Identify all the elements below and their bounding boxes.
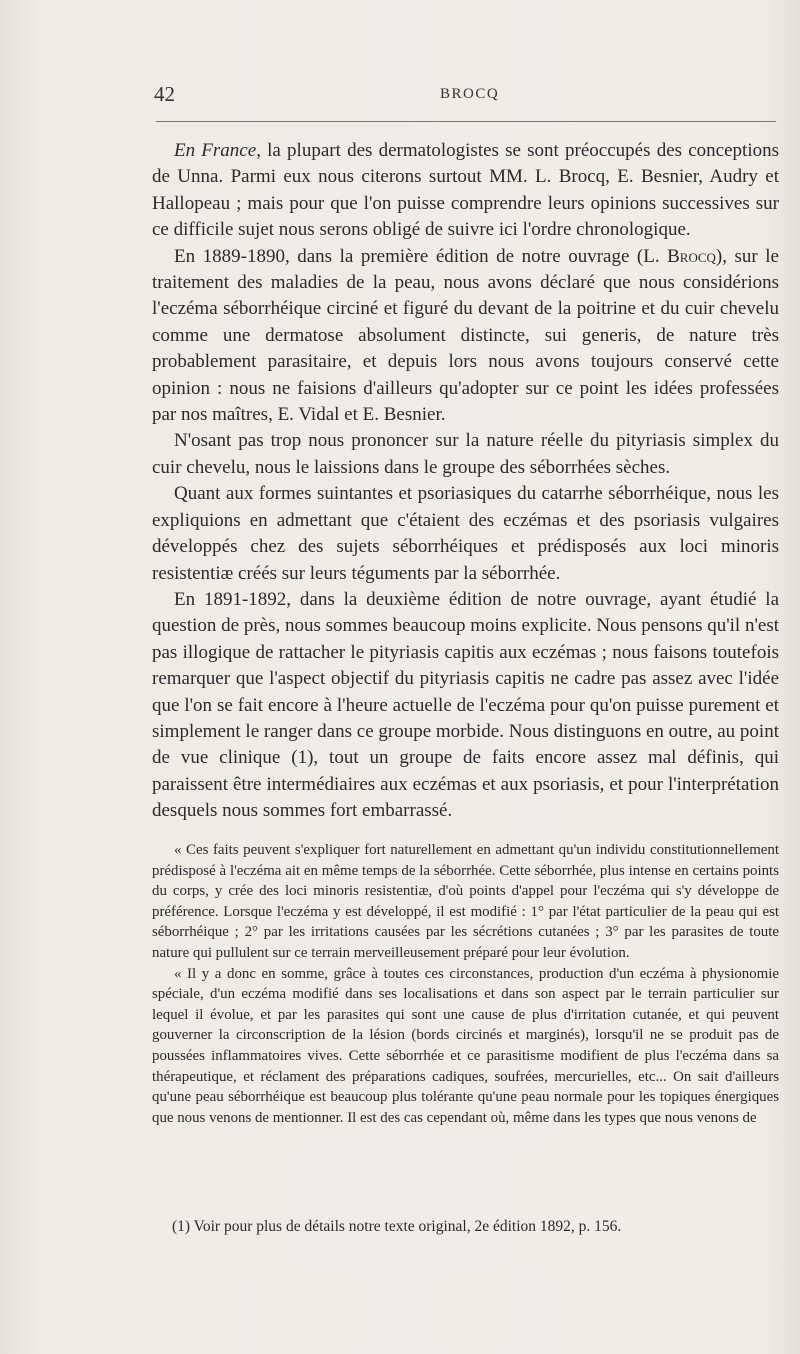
- paragraph-3: N'osant pas trop nous prononcer sur la nature réelle du pityriasis simplex du cuir chevelu, nous le laissions dans le groupe des séborrhées sèches.: [152, 430, 779, 478]
- quote-paragraph-2: « Il y a donc en somme, grâce à toutes ces circonstances, production d'un eczéma à physionomie spéciale, d'un eczéma modifié dans ses localisations et dans son aspect par le terrain particulier sur lequel il évolue, et par les parasites qui sont une cause de plus d'irritation cutanée, et qui peuvent gouverner la circonscription de la lésion (bords circinés et marginés), lorsqu'il ne se produit pas de poussées inflammatoires vives. Cette séborrhée et ce parasitisme modifient de plus l'eczéma dans sa thérapeutique, et réclament des préparations cadiques, soufrées, mercurielles, etc... On sait d'ailleurs qu'une peau séborrhéique est beaucoup plus tolérante qu'une peau normale pour les topiques énergiques que nous venons de mentionner. Il est des cas cependant où, même dans les types que nous venons de: [152, 965, 779, 1126]
- quoted-passage: [152, 840, 779, 1128]
- paragraph-2-after: ), sur le traitement des maladies de la peau, nous avons déclaré que nous considérions l'eczéma séborrhéique circiné et figuré du devant de la poitrine et du cuir chevelu comme une dermatose absolument distincte, sui generis, de nature très probablement parasitaire, et depuis lors nous avons toujours conservé cette opinion : nous ne faisions d'ailleurs qu'adopter sur ce point les idées professées par nos maîtres, E. Vidal et E. Besnier.: [152, 245, 779, 426]
- quote-paragraph-1: « Ces faits peuvent s'expliquer fort naturellement en admettant qu'un individu constitutionnellement prédisposé à l'eczéma ait en même temps de la séborrhée. Cette séborrhée, plus intense en certains points du corps, y crée des loci minoris resistentiæ, d'où points d'appel pour l'eczéma qui s'y développe de préférence. Lorsque l'eczéma y est développé, il est modifié : 1° par l'état particulier de la peau qui est séborrhéique ; 2° par les irritations causées par les sécrétions cutanées ; 3° par les parasites de toute nature qui pullulent sur ce terrain merveilleusement préparé pour leur évolution.: [152, 842, 779, 961]
- paragraph-1: [152, 138, 779, 244]
- header-rule: [156, 121, 776, 122]
- paragraph-2: [152, 244, 779, 429]
- paragraph-1-text: , la plupart des dermatologistes se sont préoccupés des conceptions de Unna. Parmi eux nous citerons surtout MM. L. Brocq, E. Besnier, Audry et Hallopeau ; mais pour que l'on puisse comprendre leurs opinions successives sur ce difficile sujet nous serons obligé de suivre ici l'ordre chronologique.: [152, 140, 779, 241]
- author-name-smallcaps: Brocq: [667, 245, 716, 267]
- footnote: (1) Voir pour plus de détails notre texte original, 2e édition 1892, p. 156.: [172, 1218, 622, 1235]
- paragraph-2-before: En 1889-1890, dans la première édition de notre ouvrage (L.: [174, 245, 668, 267]
- paragraph-1-lead: En France: [174, 140, 257, 161]
- page-header: [154, 82, 776, 106]
- running-head: BROCQ: [440, 86, 500, 102]
- paragraph-4: Quant aux formes suintantes et psoriasiques du catarrhe séborrhéique, nous les expliquions en admettant que c'étaient des eczémas et des psoriasis vulgaires développés chez des sujets séborrhéiques et prédisposés aux loci minoris resistentiæ créés sur leurs téguments par la séborrhée.: [152, 483, 779, 584]
- paragraph-5: En 1891-1892, dans la deuxième édition de notre ouvrage, ayant étudié la question de près, nous sommes beaucoup moins explicite. Nous pensons qu'il n'est pas illogique de rattacher le pityriasis capitis aux eczémas ; nous faisons toutefois remarquer que l'aspect objectif du pityriasis capitis ne cadre pas assez avec l'idée que l'on se fait encore à l'heure actuelle de l'eczéma pour qu'on puisse purement et simplement le ranger dans ce groupe morbide. Nous distinguons en outre, au point de vue clinique (1), tout un groupe de faits encore assez mal définis, qui paraissent être intermédiaires aux eczémas et aux psoriasis, et pour l'interprétation desquels nous sommes fort embarrassé.: [152, 588, 779, 822]
- main-text: [152, 138, 779, 825]
- page-number: 42: [154, 82, 175, 106]
